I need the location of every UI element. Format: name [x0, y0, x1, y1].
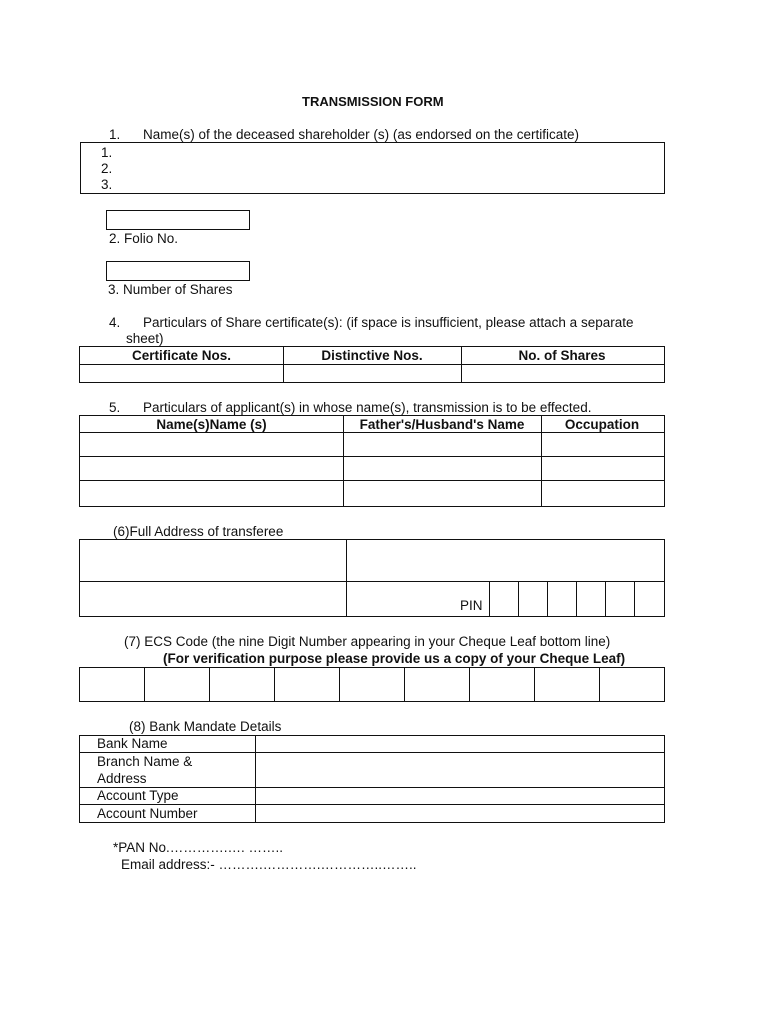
deceased-names-box[interactable] [80, 142, 665, 194]
header-names: Name(s)Name (s) [156, 417, 267, 432]
pin-digit-box[interactable] [606, 582, 634, 616]
folio-no-label: 2. Folio No. [109, 231, 179, 246]
email-field[interactable]: Email address:- ……….………….…………..…….. [121, 857, 417, 872]
section1-number: 1. [109, 127, 121, 142]
branch-name-label: Branch Name & [97, 754, 193, 769]
name-line-1: 1. [101, 145, 113, 160]
pan-field[interactable]: *PAN No.………….…. …….. [113, 840, 284, 855]
bank-name-field[interactable] [256, 736, 663, 752]
account-type-field[interactable] [256, 788, 663, 804]
applicant-name-cell[interactable] [80, 433, 343, 456]
section5-number: 5. [109, 400, 121, 415]
header-certificate-nos: Certificate Nos. [131, 348, 232, 363]
applicant-father-name-cell[interactable] [344, 481, 541, 506]
ecs-code-boxes [79, 667, 665, 702]
ecs-digit-box[interactable] [405, 668, 469, 701]
branch-address-field[interactable] [256, 753, 663, 787]
header-father-husband-name: Father's/Husband's Name [359, 417, 525, 432]
ecs-digit-box[interactable] [210, 668, 274, 701]
no-of-shares-cell[interactable] [462, 365, 663, 382]
pin-digit-box[interactable] [490, 582, 518, 616]
number-of-shares-field[interactable] [106, 261, 250, 281]
header-occupation: Occupation [564, 417, 640, 432]
ecs-digit-box[interactable] [470, 668, 534, 701]
pin-digit-box[interactable] [635, 582, 663, 616]
applicants-table [79, 415, 665, 507]
folio-no-field[interactable] [106, 210, 250, 230]
address-line-3-field[interactable] [80, 582, 346, 616]
name-line-2: 2. [101, 161, 113, 176]
address-table [79, 539, 665, 617]
ecs-code-label: (7) ECS Code (the nine Digit Number appearing in your Cheque Leaf bottom line) [124, 634, 611, 649]
account-number-field[interactable] [256, 805, 663, 822]
address-line-2-field[interactable] [347, 540, 663, 581]
applicant-occupation-cell[interactable] [542, 433, 663, 456]
ecs-digit-box[interactable] [340, 668, 404, 701]
applicant-occupation-cell[interactable] [542, 481, 663, 506]
section4-label-cont: sheet) [126, 331, 164, 346]
ecs-code-note: (For verification purpose please provide us a copy of your Cheque Leaf) [163, 651, 626, 666]
section1-label: Name(s) of the deceased shareholder (s) (as endorsed on the certificate) [143, 127, 579, 142]
section4-number: 4. [109, 315, 121, 330]
ecs-digit-box[interactable] [600, 668, 663, 701]
header-no-of-shares: No. of Shares [518, 348, 606, 363]
applicant-father-name-cell[interactable] [344, 433, 541, 456]
applicant-occupation-cell[interactable] [542, 457, 663, 480]
ecs-digit-box[interactable] [145, 668, 209, 701]
account-number-label: Account Number [97, 806, 198, 821]
name-line-3: 3. [101, 177, 113, 192]
share-certificate-table [79, 346, 665, 383]
pin-digit-box[interactable] [519, 582, 547, 616]
form-title: TRANSMISSION FORM [302, 94, 444, 109]
pin-digit-box[interactable] [548, 582, 576, 616]
distinctive-nos-cell[interactable] [284, 365, 461, 382]
account-type-label: Account Type [97, 788, 179, 803]
applicant-name-cell[interactable] [80, 457, 343, 480]
ecs-digit-box[interactable] [275, 668, 339, 701]
applicant-father-name-cell[interactable] [344, 457, 541, 480]
number-of-shares-label: 3. Number of Shares [108, 282, 233, 297]
section4-label: Particulars of Share certificate(s): (if space is insufficient, please attach a separate [143, 315, 634, 330]
address-label: (6)Full Address of transferee [113, 524, 284, 539]
section5-label: Particulars of applicant(s) in whose name(s), transmission is to be effected. [143, 400, 592, 415]
bank-mandate-table [79, 735, 665, 823]
pin-label: PIN [460, 598, 483, 613]
header-distinctive-nos: Distinctive Nos. [321, 348, 423, 363]
pin-digit-box[interactable] [577, 582, 605, 616]
bank-mandate-label: (8) Bank Mandate Details [129, 719, 282, 734]
bank-name-label: Bank Name [97, 736, 168, 751]
ecs-digit-box[interactable] [80, 668, 144, 701]
ecs-digit-box[interactable] [535, 668, 599, 701]
address-row-label: Address [97, 771, 147, 786]
certificate-nos-cell[interactable] [80, 365, 283, 382]
applicant-name-cell[interactable] [80, 481, 343, 506]
address-line-1-field[interactable] [80, 540, 346, 581]
